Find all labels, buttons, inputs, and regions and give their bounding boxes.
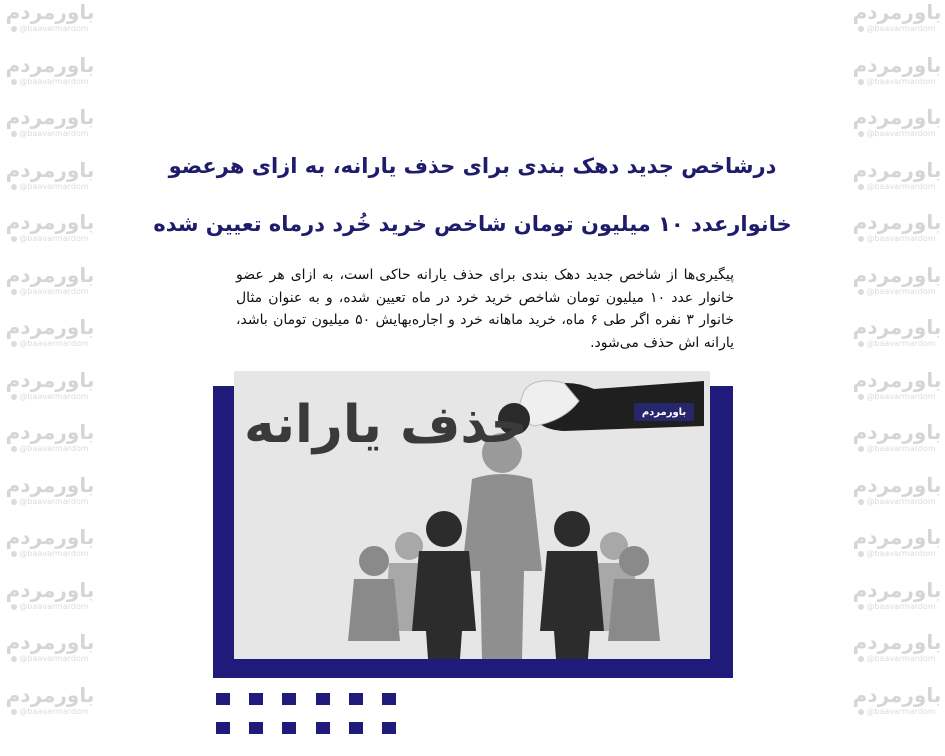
watermark-logo: باورمردم [5,472,95,497]
watermark-handle-text: @baavarmardom [19,24,89,33]
watermark-handle [11,707,88,717]
social-icon [11,709,17,715]
watermark-handle-text: @baavarmardom [866,286,936,296]
watermark-handle-text: @baavarmardom [866,496,936,506]
social-icon [858,656,864,662]
headline-line-1: درشاخص جدید دهک بندی برای حذف یارانه، به ازای هرعضو [168,154,777,178]
watermark-logo: باورمردم [852,472,942,497]
watermark-handle [11,602,88,612]
watermark-handle-text: @baavarmardom [866,234,936,243]
watermark-logo: باورمردم [5,367,95,392]
watermark-logo: باورمردم [852,577,942,602]
watermark-item [849,263,945,316]
watermark-item [849,368,945,421]
watermark-logo: باورمردم [5,630,95,654]
watermark-item [2,420,98,473]
watermark-handle-text: @baavarmardom [866,601,936,611]
social-icon [858,79,864,85]
social-icon [858,604,864,610]
watermark-item [2,53,98,106]
social-icon [858,26,864,32]
watermark-item [849,315,945,368]
watermark-handle [858,654,935,664]
watermark-item [2,0,98,53]
watermark-item [2,683,98,736]
watermark-item [2,473,98,526]
decor-dots-row-1 [216,693,396,705]
watermark-logo: باورمردم [5,315,95,339]
watermark-item [849,578,945,631]
watermark-logo: باورمردم [5,262,95,287]
watermark-logo: باورمردم [852,525,942,549]
watermark-handle [858,182,935,192]
watermark-handle [11,444,88,454]
watermark-handle-text: @baavarmardom [19,391,89,401]
watermark-handle [11,182,88,192]
watermark-item [849,525,945,578]
watermark-handle [11,549,88,559]
social-icon [858,551,864,557]
watermark-item [2,368,98,421]
watermark-logo: باورمردم [852,210,942,234]
watermark-handle-text: @baavarmardom [19,76,89,86]
watermark-item [2,263,98,316]
watermark-handle-text: @baavarmardom [19,549,89,558]
watermark-item [849,420,945,473]
watermark-item [2,578,98,631]
watermark-handle-text: @baavarmardom [866,24,936,33]
watermark-handle-text: @baavarmardom [19,706,89,716]
watermark-logo: باورمردم [852,157,942,182]
watermark-logo: باورمردم [852,420,942,444]
watermark-handle [858,497,935,507]
watermark-handle-text: @baavarmardom [866,706,936,716]
social-icon [11,341,17,347]
image-logo-badge: باورمردم [634,403,694,421]
social-icon [11,656,17,662]
article-body: پیگیری‌ها از شاخص جدید دهک بندی برای حذف یارانه حاکی است، به ازای هر عضو خانوار عدد ۱۰ میلیون تومان شاخص خرید خرد در ماه تعیین شده، و به عنوان مثال خانوار ۳ نفره اگر طی ۶ ماه، خرید ماهانه خرد و اجاره‌بهایش ۵۰ میلیون تومان باشد، یارانه اش حذف می‌شود. [236,267,734,351]
watermark-handle-text: @baavarmardom [19,129,89,138]
image-caption-text: حذف یارانه [244,395,528,455]
watermark-handle [11,129,88,139]
watermark-logo: باورمردم [852,105,942,129]
watermark-handle-text: @baavarmardom [19,181,89,191]
watermark-handle [11,24,88,34]
social-icon [858,184,864,190]
watermark-handle-text: @baavarmardom [866,181,936,191]
watermark-handle-text: @baavarmardom [19,496,89,506]
watermark-logo: باورمردم [5,105,95,129]
watermark-handle-text: @baavarmardom [19,654,89,663]
social-icon [858,289,864,295]
watermark-item [2,525,98,578]
watermark-handle [858,24,935,34]
social-icon [11,289,17,295]
watermark-handle [858,77,935,87]
social-icon [11,236,17,242]
watermark-item [849,53,945,106]
watermark-column-left [2,0,98,756]
social-icon [858,499,864,505]
watermark-handle-text: @baavarmardom [19,286,89,296]
watermark-item [2,158,98,211]
watermark-item [849,473,945,526]
watermark-logo: باورمردم [852,367,942,392]
watermark-handle [858,707,935,717]
social-icon [11,551,17,557]
watermark-handle-text: @baavarmardom [19,339,89,348]
social-icon [11,604,17,610]
social-icon [11,446,17,452]
watermark-handle-text: @baavarmardom [866,654,936,663]
watermark-handle [858,602,935,612]
social-icon [11,184,17,190]
watermark-handle-text: @baavarmardom [19,601,89,611]
watermark-handle-text: @baavarmardom [866,444,936,453]
watermark-handle [11,339,88,349]
watermark-handle [858,444,935,454]
watermark-handle [858,287,935,297]
watermark-item [2,315,98,368]
watermark-item [849,105,945,158]
watermark-handle [858,392,935,402]
social-icon [858,236,864,242]
watermark-handle-text: @baavarmardom [19,234,89,243]
watermark-logo: باورمردم [5,525,95,549]
watermark-logo: باورمردم [5,52,95,77]
watermark-handle [858,549,935,559]
watermark-handle [11,234,88,244]
watermark-logo: باورمردم [852,630,942,654]
watermark-item [849,158,945,211]
watermark-handle-text: @baavarmardom [866,76,936,86]
social-icon [11,131,17,137]
watermark-handle [858,339,935,349]
headline-line-2: خانوارعدد ۱۰ میلیون تومان شاخص خرید خُرد درماه تعیین شده [153,212,792,236]
social-icon [11,394,17,400]
watermark-logo: باورمردم [5,682,95,707]
social-icon [858,394,864,400]
watermark-logo: باورمردم [852,682,942,707]
social-icon [858,341,864,347]
watermark-column-right [849,0,945,756]
social-icon [858,131,864,137]
watermark-item [2,630,98,683]
watermark-item [2,210,98,263]
social-icon [11,79,17,85]
social-icon [11,26,17,32]
watermark-logo: باورمردم [5,0,95,24]
watermark-item [849,630,945,683]
watermark-logo: باورمردم [5,210,95,234]
watermark-logo: باورمردم [852,315,942,339]
social-icon [858,446,864,452]
watermark-logo: باورمردم [852,0,942,24]
watermark-handle [858,234,935,244]
decor-dots-row-2 [216,722,396,734]
watermark-item [2,105,98,158]
social-icon [858,709,864,715]
watermark-logo: باورمردم [852,52,942,77]
watermark-logo: باورمردم [5,420,95,444]
watermark-handle [11,77,88,87]
watermark-logo: باورمردم [5,577,95,602]
article-image [234,371,710,659]
watermark-handle-text: @baavarmardom [866,129,936,138]
watermark-handle-text: @baavarmardom [19,444,89,453]
watermark-handle [11,497,88,507]
watermark-handle [11,287,88,297]
watermark-handle [11,392,88,402]
watermark-handle-text: @baavarmardom [866,339,936,348]
social-icon [11,499,17,505]
watermark-item [849,210,945,263]
watermark-logo: باورمردم [852,262,942,287]
watermark-handle [858,129,935,139]
watermark-handle-text: @baavarmardom [866,391,936,401]
watermark-item [849,683,945,736]
watermark-handle [11,654,88,664]
watermark-logo: باورمردم [5,157,95,182]
watermark-item [849,0,945,53]
watermark-handle-text: @baavarmardom [866,549,936,558]
